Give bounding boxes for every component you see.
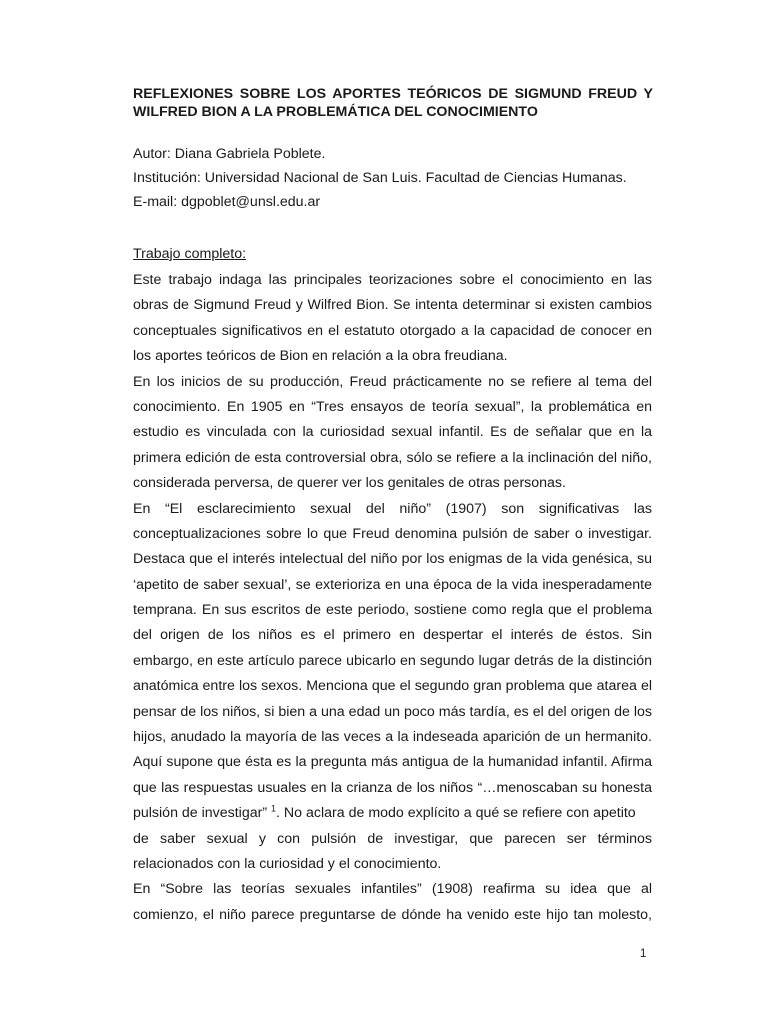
body-line: que las respuestas usuales en la crianza de los niños “…menoscaban su honesta [133,779,652,796]
body-line: ‘apetito de saber sexual’, se exterioriza en una época de la vida inesperadamente [133,576,652,593]
body-line-tail: . No aclara de modo explícito a qué se refiere con apetito [276,805,636,822]
body-line: En los inicios de su producción, Freud prácticamente no se refiere al tema del [133,373,652,390]
title-line: WILFRED BION A LA PROBLEMÁTICA DEL CONOCIMIENTO [133,104,538,120]
body-line: primera edición de esta controversial obra, sólo se refiere a la inclinación del niño, [133,449,652,466]
body-line-head: pulsión de investigar” [133,805,268,822]
body-line: estudio es vinculada con la curiosidad sexual infantil. Es de señalar que en la [133,424,652,441]
body-line: En “El esclarecimiento sexual del niño” (1907) son significativas las [133,500,652,517]
body-line: del origen de los niños es el primero en despertar el interés de éstos. Sin [133,627,652,644]
title-line: REFLEXIONES SOBRE LOS APORTES TEÓRICOS DE SIGMUND FREUD Y [133,86,653,102]
footnote-marker[interactable]: 1 [271,803,277,814]
body-line: Este trabajo indaga las principales teorizaciones sobre el conocimiento en las [133,272,652,288]
body-line: conceptuales significativos en el estatuto otorgado a la capacidad de conocer en [133,322,652,339]
body-line: conocimiento. En 1905 en “Tres ensayos de teoría sexual”, la problemática en [133,398,652,415]
page-number: 1 [640,948,647,960]
body-line-with-footnote [133,801,652,826]
body-line: de saber sexual y con pulsión de investigar, que parecen ser términos [133,830,652,847]
body-line: En “Sobre las teorías sexuales infantiles” (1908) reafirma su idea que al [133,881,652,898]
institution-line: Institución: Universidad Nacional de San Luis. Facultad de Ciencias Humanas. [133,170,627,186]
body-line: considerada perversa, de querer ver los genitales de otras personas. [133,475,566,492]
body-line: los aportes teóricos de Bion en relación a la obra freudiana. [133,348,508,365]
section-label: Trabajo completo: [133,246,247,262]
body-line: Destaca que el interés intelectual del niño por los enigmas de la vida genésica, su [133,551,652,568]
author-line: Autor: Diana Gabriela Poblete. [133,146,326,162]
body-line: temprana. En sus escritos de este periodo, sostiene como regla que el problema [133,602,652,619]
body-text [133,268,652,928]
body-line: embargo, en este artículo parece ubicarlo en segundo lugar detrás de la distinción [133,652,652,669]
body-line: pensar de los niños, si bien a una edad un poco más tardía, es el del origen de los [133,703,652,720]
body-line: comienzo, el niño parece preguntarse de dónde ha venido este hijo tan molesto, [133,906,652,923]
body-line: Aquí supone que ésta es la pregunta más antigua de la humanidad infantil. Afirma [133,754,652,771]
body-line: relacionados con la curiosidad y el conocimiento. [133,855,442,872]
email-line: E-mail: dgpoblet@unsl.edu.ar [133,194,321,210]
body-line: hijos, anudado la mayoría de las veces a la indeseada aparición de un hermanito. [133,729,652,746]
body-line: conceptualizaciones sobre lo que Freud denomina pulsión de saber o investigar. [133,525,652,542]
body-line: obras de Sigmund Freud y Wilfred Bion. Se intenta determinar si existen cambios [133,297,652,314]
document-title [133,85,653,121]
body-line: anatómica entre los sexos. Menciona que el segundo gran problema que atarea el [133,678,652,695]
